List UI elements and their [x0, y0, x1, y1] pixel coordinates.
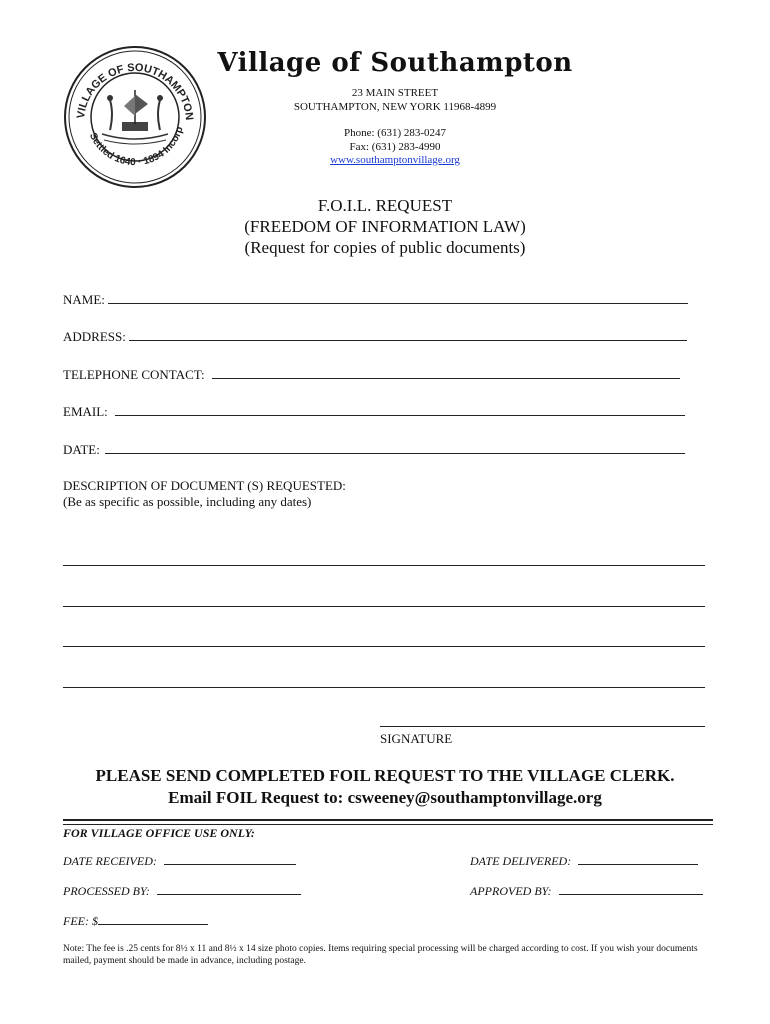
date-input-line[interactable]	[105, 443, 685, 454]
form-title: F.O.I.L. REQUEST	[317, 196, 453, 215]
village-seal	[62, 44, 208, 190]
signature-line[interactable]	[380, 726, 705, 727]
date-delivered-line[interactable]	[578, 854, 698, 865]
processed-by-label: PROCESSED BY:	[63, 884, 150, 898]
form-description: (Request for copies of public documents)	[244, 238, 526, 257]
approved-by-line[interactable]	[559, 884, 703, 895]
village-title: Village of Southampton	[217, 48, 573, 78]
fee-line[interactable]	[98, 914, 208, 925]
description-line-1[interactable]	[63, 565, 705, 566]
fee-label: FEE: $	[63, 914, 98, 928]
section-divider	[63, 819, 713, 825]
website-link[interactable]: www.southamptonvillage.org	[330, 154, 460, 166]
city-address: SOUTHAMPTON, NEW YORK 11968-4899	[293, 101, 497, 113]
processed-by-line[interactable]	[157, 884, 301, 895]
instructions-heading: PLEASE SEND COMPLETED FOIL REQUEST TO THE VILLAGE CLERK.	[95, 766, 675, 785]
telephone-label: TELEPHONE CONTACT:	[63, 367, 205, 382]
telephone-field	[63, 367, 680, 383]
seal-ship-icon	[62, 44, 208, 190]
date-label: DATE:	[63, 442, 100, 457]
email-field	[63, 404, 685, 420]
street-address: 23 MAIN STREET	[351, 87, 439, 99]
name-label: NAME:	[63, 292, 105, 307]
telephone-input-line[interactable]	[212, 368, 680, 379]
address-field	[63, 329, 687, 345]
description-line-4[interactable]	[63, 687, 705, 688]
approved-by-field	[470, 884, 703, 899]
description-line-2[interactable]	[63, 606, 705, 607]
date-received-label: DATE RECEIVED:	[63, 854, 157, 868]
processed-by-field	[63, 884, 301, 899]
fee-field	[63, 914, 208, 929]
description-line-3[interactable]	[63, 646, 705, 647]
approved-by-label: APPROVED BY:	[470, 884, 552, 898]
description-hint: (Be as specific as possible, including any dates)	[63, 494, 312, 509]
date-delivered-field	[470, 854, 698, 869]
date-field	[63, 442, 685, 458]
phone-number: Phone: (631) 283-0247	[343, 127, 447, 139]
date-delivered-label: DATE DELIVERED:	[470, 854, 572, 868]
email-instructions: Email FOIL Request to: csweeney@southamptonvillage.org	[168, 788, 602, 807]
email-label: EMAIL:	[63, 404, 108, 419]
date-received-line[interactable]	[164, 854, 296, 865]
fee-note: Note: The fee is .25 cents for 8½ x 11 and 8½ x 14 size photo copies. Items requiring special processing will be charged according to cost. If you wish your documents mailed, payment should be made in advance, including postage.	[63, 944, 698, 966]
svg-text:VILLAGE OF SOUTHAMPTON N.Y.: VILLAGE OF SOUTHAMPTON	[75, 61, 196, 121]
name-field	[63, 292, 688, 308]
signature-label: SIGNATURE	[380, 731, 453, 746]
svg-text:Settled 1640 · 1894 Incorporat: Settled 1640 · 1894 Incorp	[86, 125, 186, 169]
form-subtitle: (FREEDOM OF INFORMATION LAW)	[244, 217, 526, 236]
date-received-field	[63, 854, 296, 869]
fax-number: Fax: (631) 283-4990	[349, 141, 441, 153]
office-use-heading: FOR VILLAGE OFFICE USE ONLY:	[63, 826, 255, 840]
name-input-line[interactable]	[108, 293, 688, 304]
email-input-line[interactable]	[115, 405, 685, 416]
address-label: ADDRESS:	[63, 329, 126, 344]
address-input-line[interactable]	[129, 330, 687, 341]
description-label: DESCRIPTION OF DOCUMENT (S) REQUESTED:	[63, 478, 346, 493]
